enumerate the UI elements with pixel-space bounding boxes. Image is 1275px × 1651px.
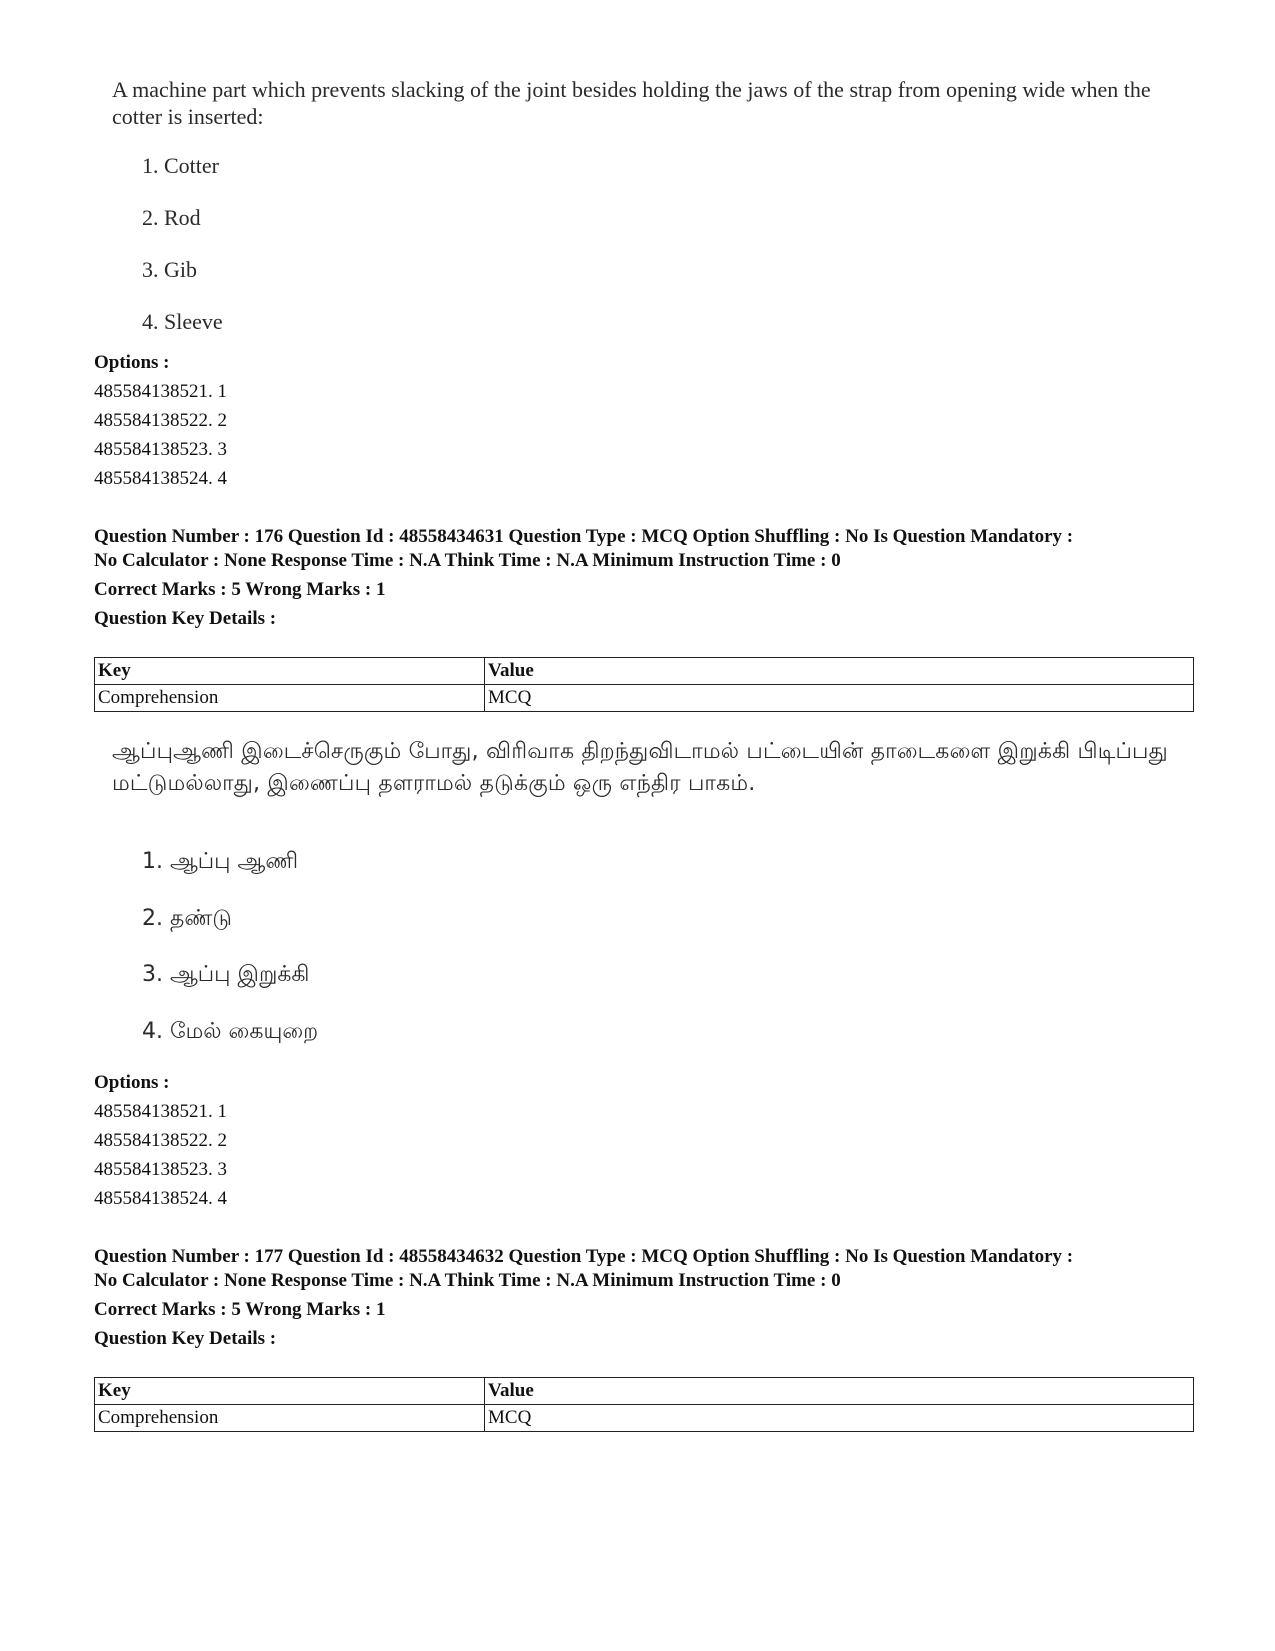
question-meta-line: Question Number : 177 Question Id : 48558434632 Question Type : MCQ Option Shuffling : No Is Question Mandatory :: [94, 1246, 1074, 1267]
options-heading: Options :: [94, 1072, 170, 1093]
option-item: 485584138521. 1: [94, 381, 227, 402]
choice-3: 3. ஆப்பு இறுக்கி: [142, 962, 310, 987]
question-stem: ஆப்புஆணி இடைச்செருகும் போது, விரிவாக திறந்துவிடாமல் பட்டையின் தாடைகளை இறுக்கி பிடிப்பது மட்டுமல்லாது, இணைப்பு தளராமல் தடுக்கும் ஒரு எந்திர பாகம்.: [112, 739, 1168, 796]
choice-1: 1. Cotter: [142, 153, 219, 178]
options-list: [94, 348, 227, 493]
table-row: [95, 685, 1194, 712]
table-header-row: [95, 658, 1194, 685]
choice-4: 4. Sleeve: [142, 309, 223, 334]
option-item: 485584138523. 3: [94, 439, 227, 460]
question-key-table: [94, 657, 1194, 712]
key-details-label: Question Key Details :: [94, 1328, 277, 1349]
choice-2: 2. Rod: [142, 205, 201, 230]
table-cell: MCQ: [485, 1405, 1194, 1432]
key-details-label: Question Key Details :: [94, 608, 277, 629]
choice-1: 1. ஆப்பு ஆணி: [142, 849, 299, 874]
table-cell: Comprehension: [95, 1405, 485, 1432]
question-stem: A machine part which prevents slacking of the joint besides holding the jaws of the strap from opening wide when the cotter is inserted:: [112, 77, 1151, 129]
option-item: 485584138522. 2: [94, 410, 227, 431]
option-item: 485584138524. 4: [94, 1188, 227, 1209]
table-header-cell: Key: [95, 1378, 485, 1405]
table-cell: MCQ: [485, 685, 1194, 712]
option-item: 485584138521. 1: [94, 1101, 227, 1122]
options-heading: Options :: [94, 352, 170, 373]
table-header-row: [95, 1378, 1194, 1405]
options-list: [94, 1068, 227, 1213]
option-item: 485584138524. 4: [94, 468, 227, 489]
question-meta: [94, 1245, 1194, 1351]
question-meta: [94, 525, 1194, 631]
choice-2: 2. தண்டு: [142, 906, 232, 931]
marks-line: Correct Marks : 5 Wrong Marks : 1: [94, 1299, 386, 1320]
question-meta-line: Question Number : 176 Question Id : 48558434631 Question Type : MCQ Option Shuffling : No Is Question Mandatory :: [94, 526, 1074, 547]
question-key-table: [94, 1377, 1194, 1432]
table-row: [95, 1405, 1194, 1432]
option-item: 485584138523. 3: [94, 1159, 227, 1180]
question-image-tamil: [100, 736, 1172, 1044]
choice-4: 4. மேல் கையுறை: [142, 1019, 319, 1044]
question-meta-line: No Calculator : None Response Time : N.A Think Time : N.A Minimum Instruction Time : 0: [94, 550, 841, 571]
table-header-cell: Value: [485, 658, 1194, 685]
question-meta-line: No Calculator : None Response Time : N.A Think Time : N.A Minimum Instruction Time : 0: [94, 1270, 841, 1291]
choice-3: 3. Gib: [142, 257, 197, 282]
question-image-english: [100, 76, 1172, 334]
table-cell: Comprehension: [95, 685, 485, 712]
table-header-cell: Key: [95, 658, 485, 685]
option-item: 485584138522. 2: [94, 1130, 227, 1151]
table-header-cell: Value: [485, 1378, 1194, 1405]
marks-line: Correct Marks : 5 Wrong Marks : 1: [94, 579, 386, 600]
